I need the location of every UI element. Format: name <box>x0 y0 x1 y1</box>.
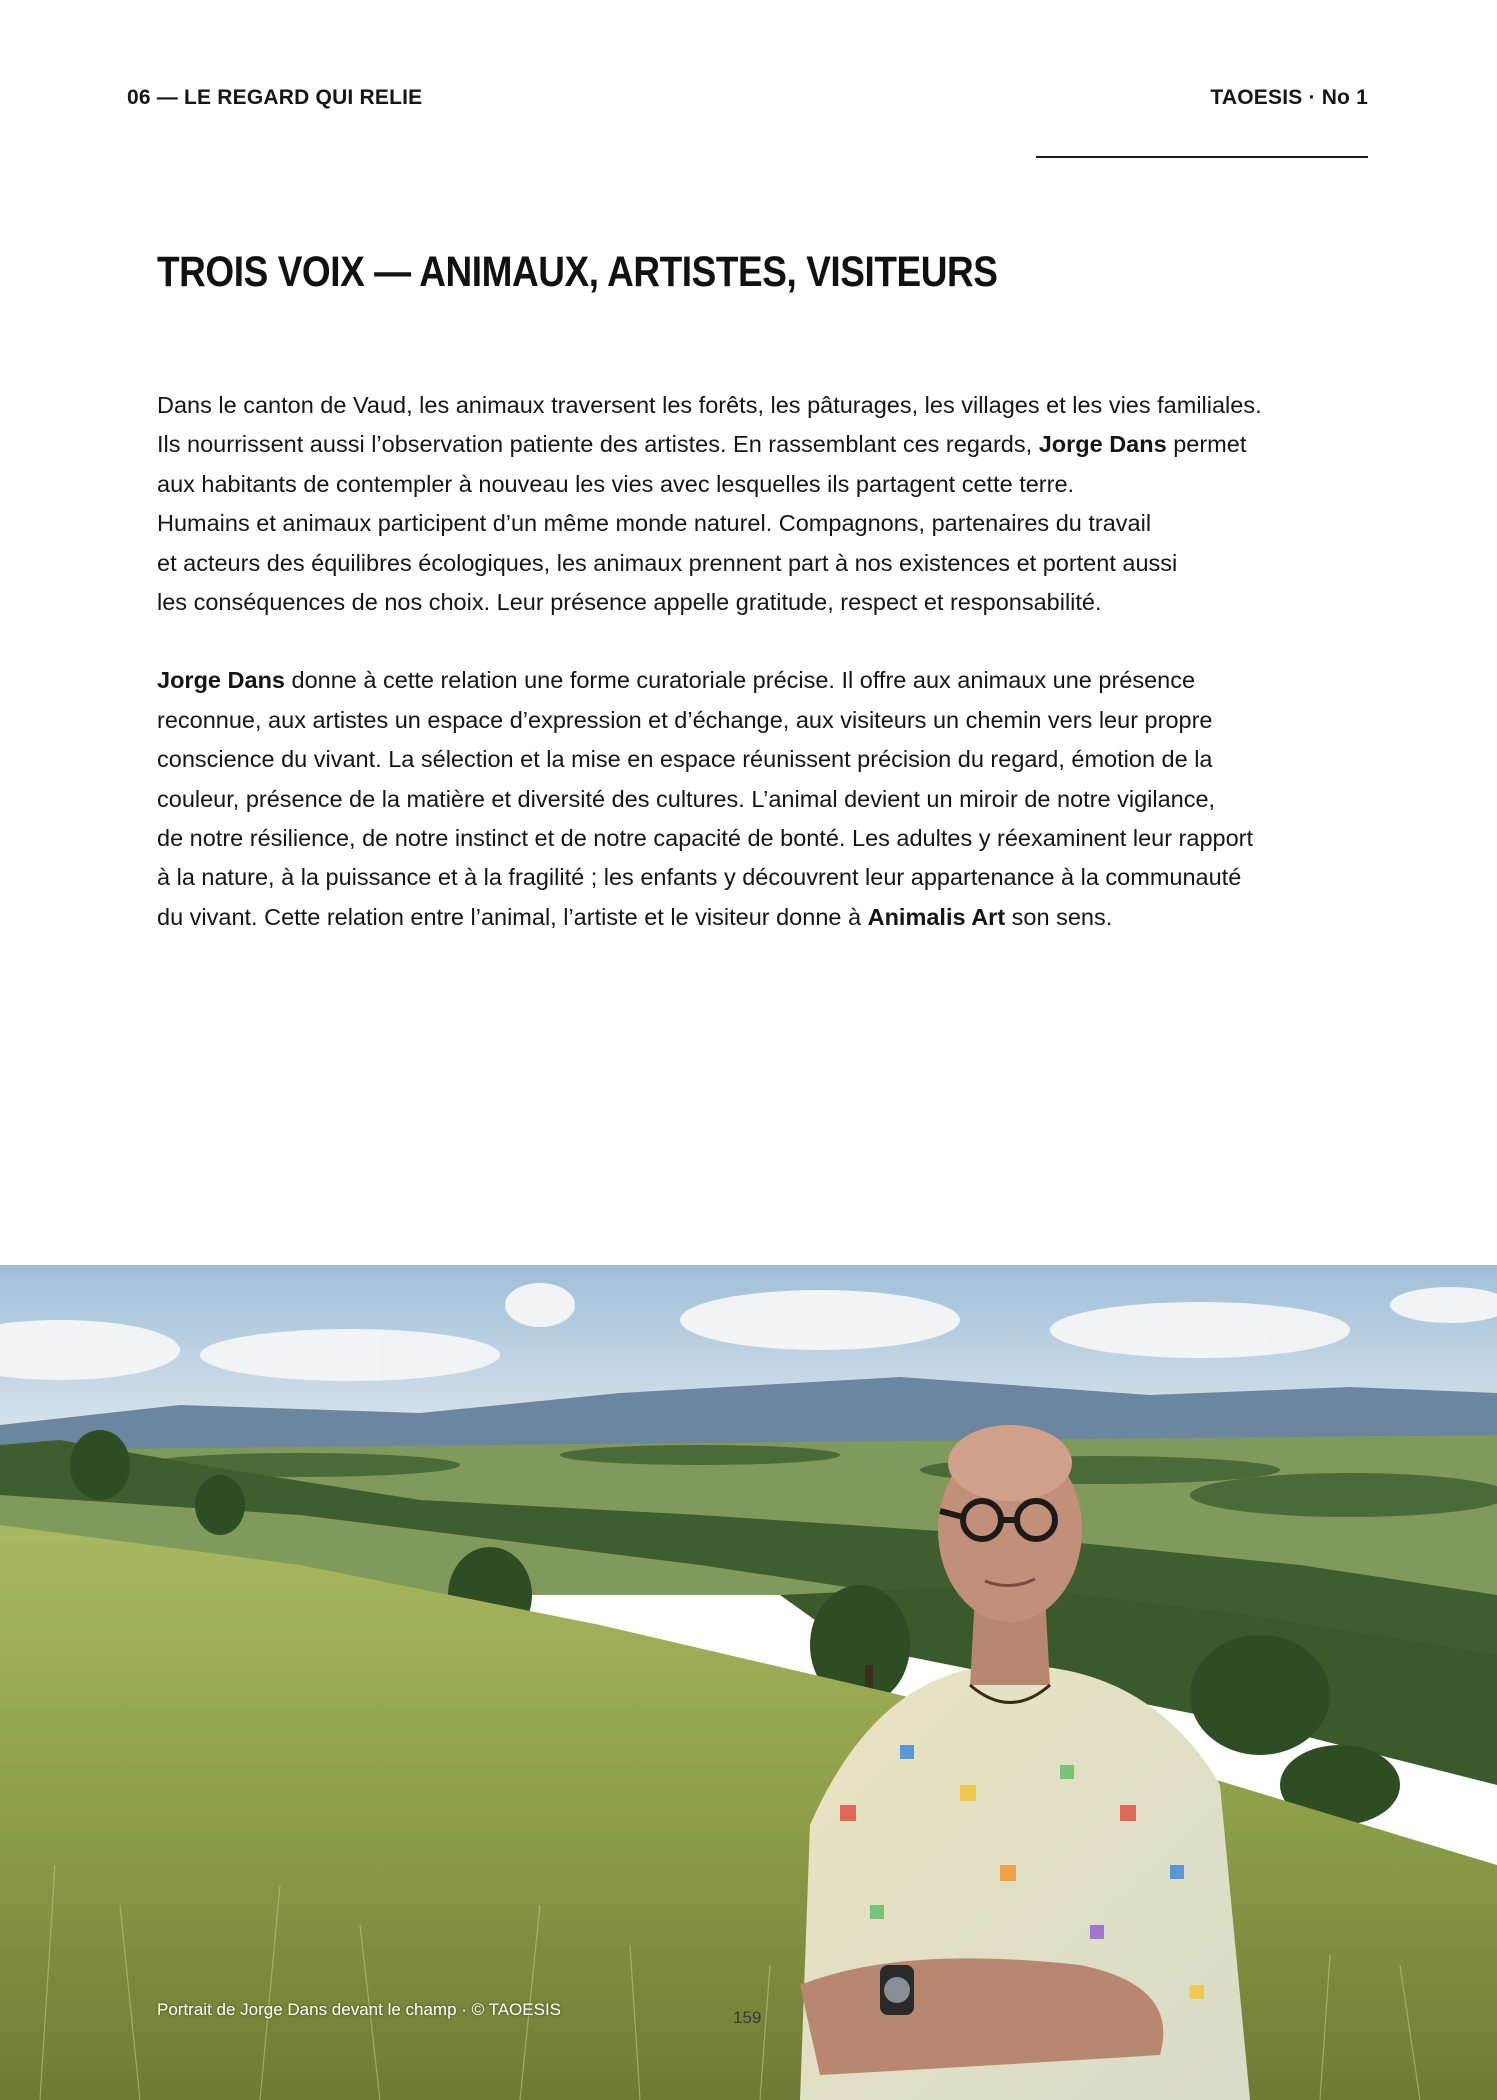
body-line: les conséquences de nos choix. Leur présence appelle gratitude, respect et responsabilité. <box>157 589 1102 616</box>
body-line: couleur, présence de la matière et diversité des cultures. L’animal devient un miroir de notre vigilance, <box>157 785 1216 812</box>
portrait-photo <box>0 1265 1497 2100</box>
meadow-landscape-image <box>0 1265 1497 2100</box>
paragraph-1 <box>157 386 1347 622</box>
body-line: reconnue, aux artistes un espace d’expression et d’échange, aux visiteurs un chemin vers leur propre <box>157 706 1213 733</box>
running-header-section: 06 — LE REGARD QUI RELIE <box>127 86 423 109</box>
photo-caption: Portrait de Jorge Dans devant le champ · © TAOESIS <box>157 2000 562 2019</box>
body-line: à la nature, à la puissance et à la fragilité ; les enfants y découvrent leur appartenance à la communauté <box>157 864 1242 891</box>
body-line: du vivant. Cette relation entre l’animal, l’artiste et le visiteur donne à Animalis Art son sens. <box>157 903 1113 930</box>
header-rule <box>1036 156 1368 158</box>
paragraph-2 <box>157 661 1347 937</box>
body-line: Humains et animaux participent d’un même monde naturel. Compagnons, partenaires du travail <box>157 510 1152 537</box>
name-emphasis: Jorge Dans <box>1038 431 1167 458</box>
body-line: Jorge Dans donne à cette relation une forme curatoriale précise. Il offre aux animaux une présence <box>157 667 1196 694</box>
body-line: conscience du vivant. La sélection et la mise en espace réunissent précision du regard, émotion de la <box>157 746 1213 773</box>
brand-emphasis: Animalis Art <box>867 903 1006 930</box>
running-header-publication: TAOESIS · No 1 <box>1210 86 1368 109</box>
body-line: aux habitants de contempler à nouveau les vies avec lesquelles ils partagent cette terre. <box>157 470 1075 497</box>
name-emphasis: Jorge Dans <box>157 667 285 694</box>
body-line: et acteurs des équilibres écologiques, les animaux prennent part à nos existences et portent aussi <box>157 549 1178 576</box>
body-line: Ils nourrissent aussi l’observation patiente des artistes. En rassemblant ces regards, Jorge Dans permet <box>157 431 1247 458</box>
body-line: de notre résilience, de notre instinct et de notre capacité de bonté. Les adultes y réexaminent leur rapport <box>157 825 1254 852</box>
body-line: Dans le canton de Vaud, les animaux traversent les forêts, les pâturages, les villages et les vies familiales. <box>157 392 1262 418</box>
section-title: TROIS VOIX — ANIMAUX, ARTISTES, VISITEURS <box>157 248 998 296</box>
article-body <box>157 386 1347 976</box>
page-number: 159 <box>733 2008 762 2027</box>
